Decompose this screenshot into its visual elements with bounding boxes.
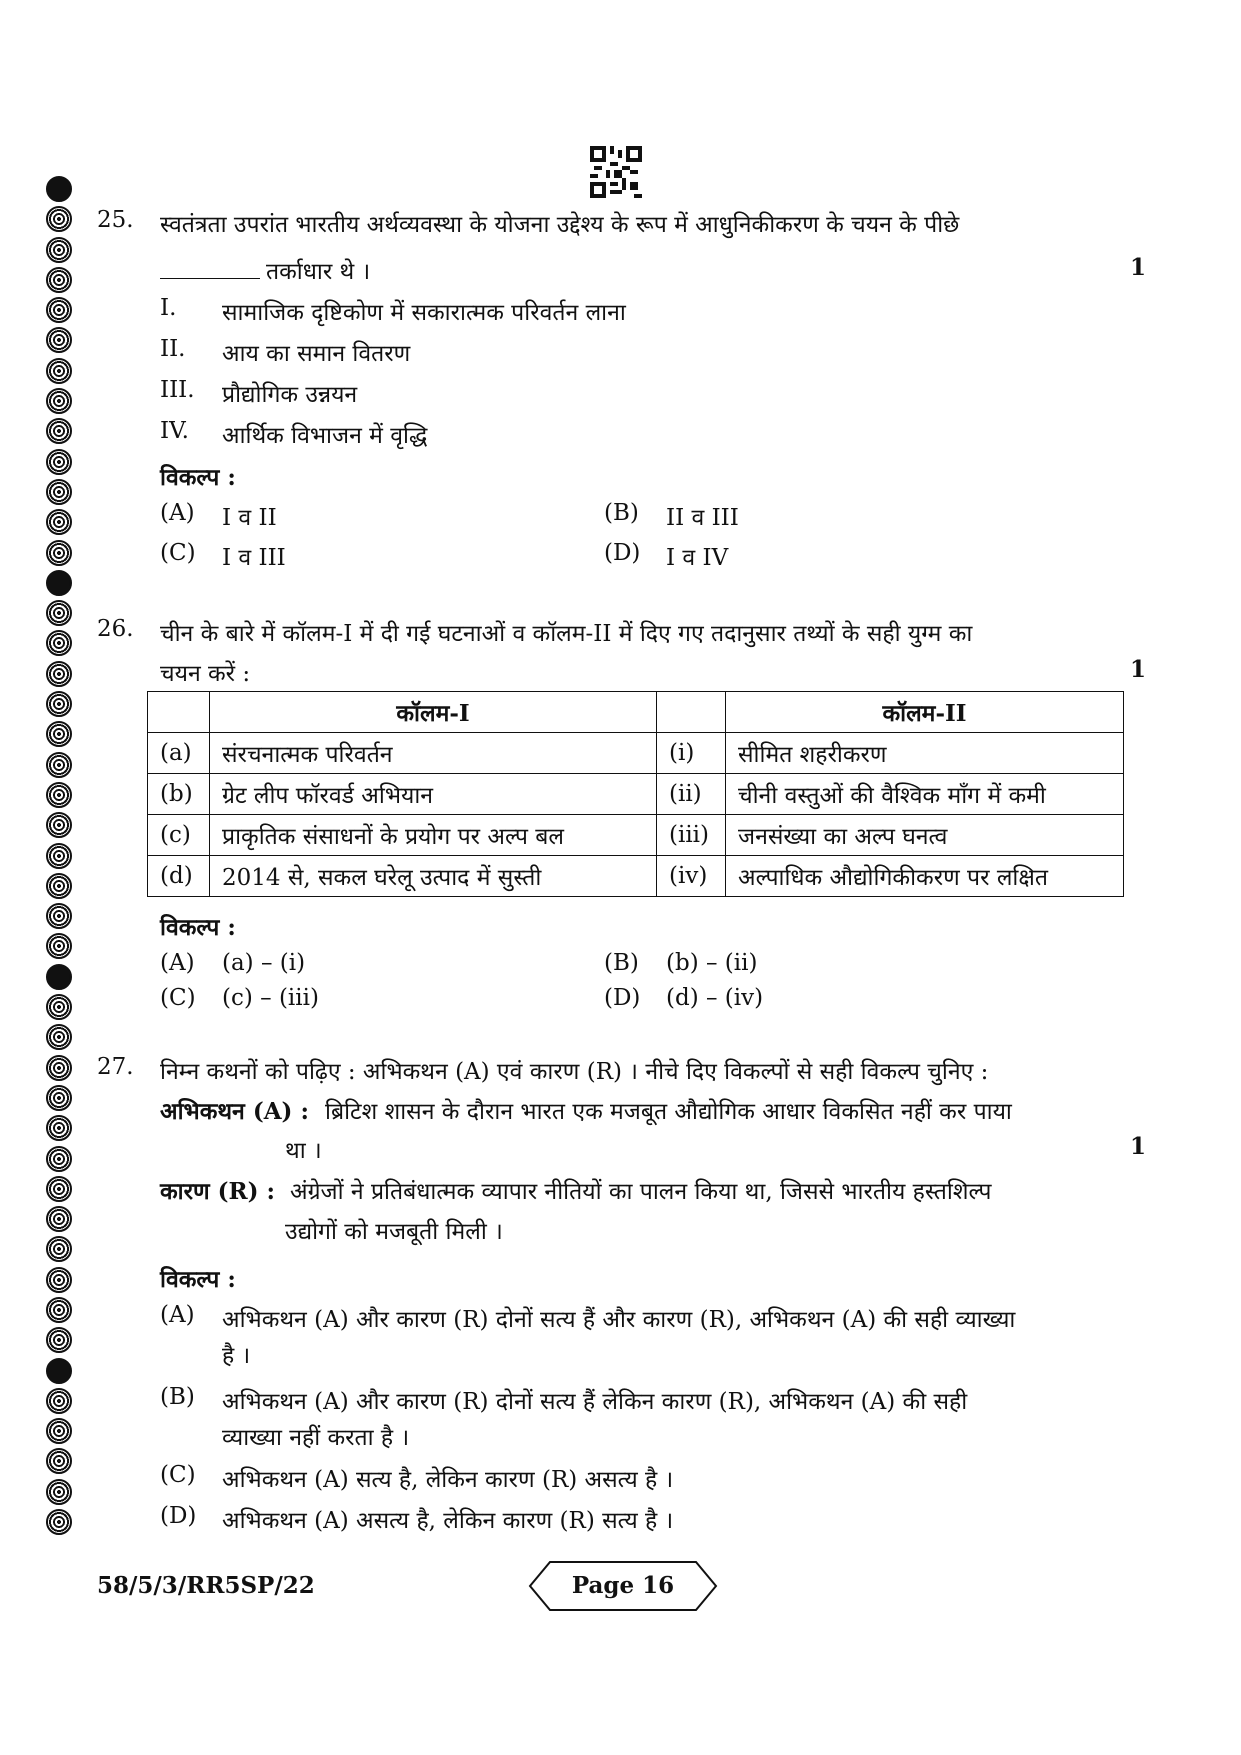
col1-key: (d) — [148, 856, 210, 897]
paper-code: 58/5/3/RR5SP/22 — [97, 1572, 315, 1599]
q26-number: 26. — [97, 616, 134, 642]
margin-ring — [46, 630, 72, 656]
col1-key: (b) — [148, 774, 210, 815]
margin-dot-solid — [46, 570, 72, 596]
q26-option-text: (a) – (i) — [222, 950, 306, 976]
col2-item: अल्पाधिक औद्योगिकीकरण पर लक्षित — [726, 856, 1124, 897]
margin-ring-strip — [46, 176, 80, 1539]
margin-ring — [46, 782, 72, 808]
col1-item: ग्रेट लीप फॉरवर्ड अभियान — [210, 774, 657, 815]
q25-statement-text: सामाजिक दृष्टिकोण में सकारात्मक परिवर्तन लाना — [222, 300, 626, 326]
margin-ring — [46, 903, 72, 929]
q27-intro: निम्न कथनों को पढ़िए : अभिकथन (A) एवं कारण (R) । नीचे दिए विकल्पों से सही विकल्प चुनिए : — [160, 1059, 989, 1085]
q26-option-key: (C) — [160, 985, 196, 1011]
margin-ring — [46, 1146, 72, 1172]
q27-option-line1: अभिकथन (A) और कारण (R) दोनों सत्य हैं और कारण (R), अभिकथन (A) की सही व्याख्या — [222, 1307, 1016, 1333]
margin-ring — [46, 933, 72, 959]
q27-option-line1: अभिकथन (A) और कारण (R) दोनों सत्य हैं लेकिन कारण (R), अभिकथन (A) की सही — [222, 1389, 968, 1415]
margin-ring — [46, 661, 72, 687]
q26-option-text: (d) – (iv) — [666, 985, 764, 1011]
col2-key: (iii) — [657, 815, 726, 856]
col2-key: (iv) — [657, 856, 726, 897]
q25-statement-num: IV. — [160, 418, 189, 444]
col1-header: कॉलम-I — [210, 692, 657, 733]
q27-option-line2: है । — [222, 1343, 251, 1369]
margin-ring — [46, 509, 72, 535]
assertion-text-line1: ब्रिटिश शासन के दौरान भारत एक मजबूत औद्योगिक आधार विकसित नहीं कर पाया — [325, 1099, 1012, 1125]
margin-ring — [46, 206, 72, 232]
margin-ring — [46, 1055, 72, 1081]
margin-ring — [46, 449, 72, 475]
margin-ring — [46, 600, 72, 626]
margin-ring — [46, 1115, 72, 1141]
q26-marks: 1 — [1130, 656, 1147, 683]
q26-option-text: (b) – (ii) — [666, 950, 758, 976]
page-number-badge — [528, 1560, 718, 1612]
table-header-cell — [148, 692, 210, 733]
col2-key: (i) — [657, 733, 726, 774]
q25-option-key: (B) — [604, 500, 639, 526]
q27-option-line1: अभिकथन (A) असत्य है, लेकिन कारण (R) सत्य है । — [222, 1508, 674, 1534]
col2-item: सीमित शहरीकरण — [726, 733, 1124, 774]
margin-ring — [46, 358, 72, 384]
q26-text-line1: चीन के बारे में कॉलम-I में दी गई घटनाओं व कॉलम-II में दिए गए तदानुसार तथ्यों के सही युग्म का — [160, 621, 973, 647]
margin-ring — [46, 873, 72, 899]
q25-text-line2 — [160, 254, 370, 286]
margin-ring — [46, 327, 72, 353]
q26-option-key: (B) — [604, 950, 639, 976]
matching-table — [147, 691, 1124, 897]
q27-option-key: (C) — [160, 1462, 196, 1488]
margin-ring — [46, 540, 72, 566]
q25-option-text: I व IV — [666, 545, 729, 571]
q27-number: 27. — [97, 1054, 134, 1080]
col1-item: संरचनात्मक परिवर्तन — [210, 733, 657, 774]
margin-ring — [46, 994, 72, 1020]
margin-ring — [46, 1176, 72, 1202]
margin-ring — [46, 1509, 72, 1535]
margin-ring — [46, 1297, 72, 1323]
margin-ring — [46, 1448, 72, 1474]
qr-code — [590, 146, 642, 198]
col1-key: (a) — [148, 733, 210, 774]
margin-dot-solid — [46, 1358, 72, 1384]
col2-item: चीनी वस्तुओं की वैश्विक माँग में कमी — [726, 774, 1124, 815]
q25-text-line1: स्वतंत्रता उपरांत भारतीय अर्थव्यवस्था के योजना उद्देश्य के रूप में आधुनिकीकरण के चयन के पीछे — [160, 212, 960, 238]
margin-ring — [46, 1418, 72, 1444]
q25-option-key: (A) — [160, 500, 195, 526]
margin-ring — [46, 812, 72, 838]
q25-statement-num: II. — [160, 336, 186, 362]
q25-statement-text: आय का समान वितरण — [222, 341, 411, 367]
q25-option-text: I व II — [222, 505, 277, 531]
margin-ring — [46, 237, 72, 263]
margin-ring — [46, 1388, 72, 1414]
margin-ring — [46, 418, 72, 444]
margin-ring — [46, 479, 72, 505]
margin-ring — [46, 267, 72, 293]
margin-ring — [46, 1327, 72, 1353]
q27-options-label: विकल्प : — [160, 1266, 236, 1293]
q26-text-line2: चयन करें : — [160, 661, 251, 687]
col1-item: 2014 से, सकल घरेलू उत्पाद में सुस्ती — [210, 856, 657, 897]
q27-option-key: (B) — [160, 1384, 195, 1410]
table-row — [148, 856, 1124, 897]
margin-ring — [46, 721, 72, 747]
assertion-text-line2: था । — [285, 1138, 322, 1164]
margin-ring — [46, 1479, 72, 1505]
margin-ring — [46, 1267, 72, 1293]
col2-item: जनसंख्या का अल्प घनत्व — [726, 815, 1124, 856]
q26-option-text: (c) – (iii) — [222, 985, 319, 1011]
table-header-row — [148, 692, 1124, 733]
answer-blank — [160, 278, 260, 279]
table-row — [148, 815, 1124, 856]
q26-option-key: (D) — [604, 985, 641, 1011]
q27-option-line2: व्याख्या नहीं करता है । — [222, 1425, 410, 1451]
q26-options-label: विकल्प : — [160, 914, 236, 941]
margin-ring — [46, 1085, 72, 1111]
page-number: Page 16 — [571, 1572, 675, 1599]
col1-key: (c) — [148, 815, 210, 856]
margin-ring — [46, 1206, 72, 1232]
q25-text-line2-text: तर्काधार थे । — [266, 259, 371, 285]
q26-option-key: (A) — [160, 950, 195, 976]
col2-key: (ii) — [657, 774, 726, 815]
table-row — [148, 733, 1124, 774]
margin-ring — [46, 297, 72, 323]
q25-option-text: II व III — [666, 505, 739, 531]
margin-ring — [46, 691, 72, 717]
q25-number: 25. — [97, 207, 134, 233]
q25-option-text: I व III — [222, 545, 286, 571]
q25-option-key: (C) — [160, 540, 196, 566]
assertion-label: अभिकथन (A) : — [160, 1098, 309, 1125]
q25-statement-num: III. — [160, 377, 195, 403]
q27-marks: 1 — [1130, 1133, 1147, 1160]
q27-option-key: (A) — [160, 1302, 195, 1328]
q25-option-key: (D) — [604, 540, 641, 566]
q25-options-label: विकल्प : — [160, 464, 236, 491]
col1-item: प्राकृतिक संसाधनों के प्रयोग पर अल्प बल — [210, 815, 657, 856]
margin-dot-solid — [46, 176, 72, 202]
q25-marks: 1 — [1130, 254, 1147, 281]
margin-ring — [46, 1236, 72, 1262]
q25-statement-num: I. — [160, 295, 177, 321]
table-header-cell — [657, 692, 726, 733]
q25-statement-text: प्रौद्योगिक उन्नयन — [222, 382, 358, 408]
table-row — [148, 774, 1124, 815]
q27-option-key: (D) — [160, 1503, 197, 1529]
margin-ring — [46, 843, 72, 869]
margin-ring — [46, 1024, 72, 1050]
q27-option-line1: अभिकथन (A) सत्य है, लेकिन कारण (R) असत्य है । — [222, 1467, 674, 1493]
reason-text-line1: अंग्रेजों ने प्रतिबंधात्मक व्यापार नीतियों का पालन किया था, जिससे भारतीय हस्तशिल्प — [290, 1179, 992, 1205]
reason-text-line2: उद्योगों को मजबूती मिली । — [285, 1219, 503, 1245]
reason-label: कारण (R) : — [160, 1178, 276, 1205]
margin-ring — [46, 752, 72, 778]
q25-statement-text: आर्थिक विभाजन में वृद्धि — [222, 423, 428, 449]
col2-header: कॉलम-II — [726, 692, 1124, 733]
margin-ring — [46, 388, 72, 414]
margin-dot-solid — [46, 964, 72, 990]
